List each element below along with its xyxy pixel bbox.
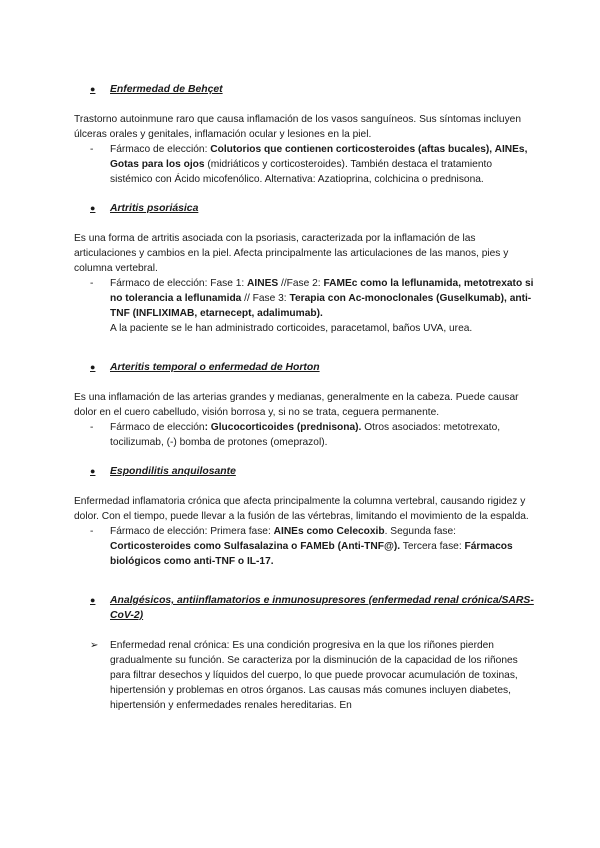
list-item-text — [110, 276, 534, 336]
bold-run: FAMEc como la leflunamida, metotrexato si no tolerancia a leflunamida — [110, 278, 534, 304]
section-title: Arteritis temporal o enfermedad de Horton — [110, 362, 320, 373]
text-run: (midriáticos y corticosteroides). También destaca el tratamiento sistémico con Ácido micofenólico. Alternativa: Azatioprina, colchicina o prednisona. — [110, 159, 492, 185]
section-intro: Trastorno autoinmune raro que causa inflamación de los vasos sanguíneos. Sus síntomas incluyen úlceras orales y genitales, inflamación ocular y lesiones en la piel. — [74, 114, 521, 140]
section-intro: Enfermedad inflamatoria crónica que afecta principalmente la columna vertebral, causando rigidez y dolor. Con el tiempo, puede llevar a la fusión de las vértebras, limitando el movimiento de la espalda. — [74, 496, 529, 522]
bullet-icon: ● — [90, 203, 96, 213]
section-heading-behcet — [90, 82, 534, 97]
list-item-note: A la paciente se le han administrado corticoides, paracetamol, baños UVA, urea. — [110, 323, 473, 334]
section-heading-analgesicos — [90, 593, 534, 623]
section-title: Artritis psoriásica — [110, 203, 199, 214]
bold-run: Fármacos biológicos como anti-TNF o IL-17. — [110, 541, 513, 567]
bold-run: AINEs como Celecoxib — [273, 526, 385, 537]
list-item-text: Enfermedad renal crónica: Es una condición progresiva en la que los riñones pierden gradualmente su función. Se caracteriza por la disminución de la capacidad de los riñones para filtrar desechos y líquidos del cuerpo, lo que puede provocar acumulación de toxinas, hipertensión y problemas en otros órganos. Las causas más comunes incluyen diabetes, hipertensión y enfermedades renales hereditarias. En — [110, 640, 518, 711]
dash-icon: - — [90, 526, 94, 537]
section-title: Espondilitis anquilosante — [110, 466, 236, 477]
dash-icon: - — [90, 422, 94, 433]
bullet-icon: ● — [90, 84, 96, 94]
list-item — [90, 142, 534, 187]
bold-run: : Glucocorticoides (prednisona). — [204, 422, 362, 433]
section-intro: Es una forma de artritis asociada con la psoriasis, caracterizada por la inflamación de las articulaciones y cambios en la piel. Afecta principalmente las articulaciones de las manos, pies y columna vertebral. — [74, 233, 509, 274]
section-title: Enfermedad de Behçet — [110, 84, 223, 95]
bullet-icon: ● — [90, 362, 96, 372]
arrow-bullet-icon: ➢ — [90, 640, 99, 651]
bullet-icon: ● — [90, 595, 96, 605]
text-run: Fármaco de elección — [110, 422, 205, 433]
bold-run: AINES — [247, 278, 279, 289]
section-intro: Es una inflamación de las arterias grandes y medianas, generalmente en la cabeza. Puede causar dolor en el cuero cabelludo, visión borrosa y, si no se trata, ceguera permanente. — [74, 392, 519, 418]
list-item-text — [110, 524, 534, 569]
text-run: Tercera fase: — [400, 541, 465, 552]
list-item — [90, 524, 534, 569]
dash-icon: - — [90, 144, 94, 155]
bold-run: Corticosteroides como Sulfasalazina o FAMEb (Anti-TNF@). — [110, 541, 401, 552]
text-run: // Fase 3: — [241, 293, 290, 304]
text-run: Otros asociados: metotrexato, tocilizumab, (-) bomba de protones (omeprazol). — [110, 422, 501, 448]
section-heading-arteritis-temporal — [90, 360, 534, 375]
text-run: . Segunda fase: — [384, 526, 456, 537]
document-content — [74, 82, 534, 713]
section-heading-artritis-psoriasica — [90, 201, 534, 216]
section-heading-espondilitis — [90, 464, 534, 479]
section-title: Analgésicos, antiinflamatorios e inmunosupresores (enfermedad renal crónica/SARS-CoV-2) — [110, 595, 534, 621]
text-run: //Fase 2: — [278, 278, 324, 289]
list-item-text — [110, 142, 534, 187]
bold-run: Colutorios que contienen corticosteroides (aftas bucales), AINEs, Gotas para los ojos — [110, 144, 528, 170]
list-item — [90, 420, 534, 450]
text-run: Fármaco de elección: Primera fase: — [110, 526, 274, 537]
dash-icon: - — [90, 278, 94, 289]
list-item-text — [110, 420, 534, 450]
bold-run: Terapia con Ac-monoclonales (Guselkumab), anti-TNF (INFLIXIMAB, etarnecept, adalimumab). — [110, 293, 532, 319]
text-run: Fármaco de elección: — [110, 144, 211, 155]
list-item — [90, 276, 534, 336]
text-run: Fármaco de elección: Fase 1: — [110, 278, 248, 289]
arrow-list-item — [90, 638, 534, 713]
bullet-icon: ● — [90, 466, 96, 476]
